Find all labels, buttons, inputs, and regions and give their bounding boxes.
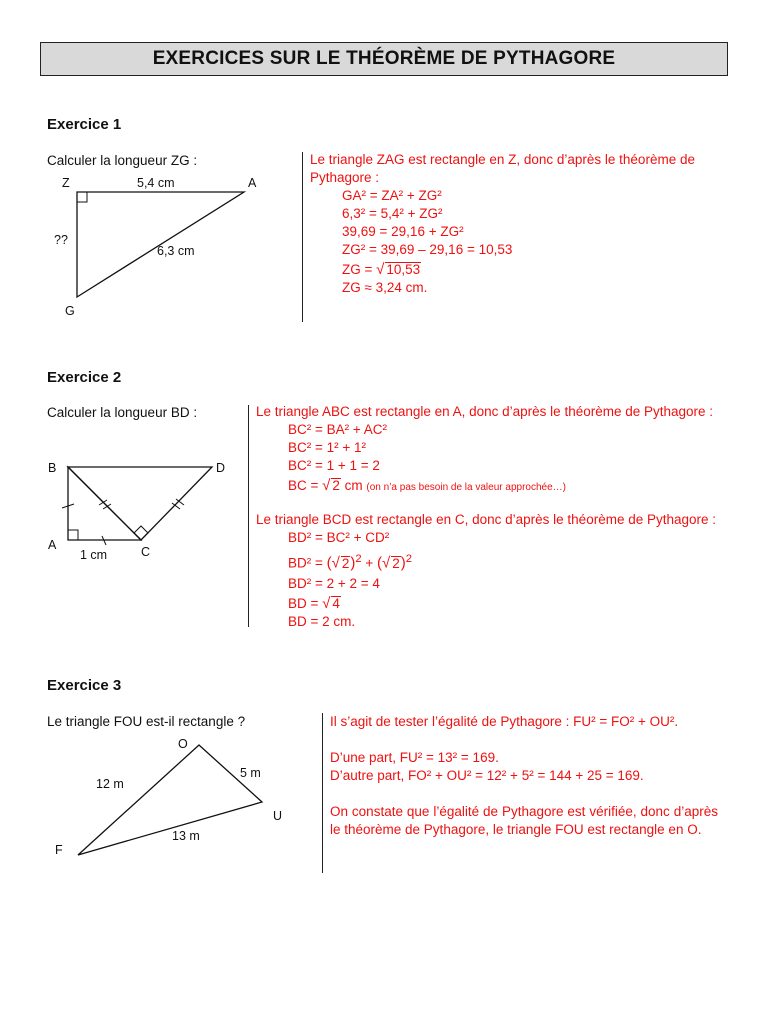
paren-open-icon: (: [326, 554, 332, 572]
paren-close-icon: ): [400, 554, 406, 572]
exercise-3-heading: Exercice 3: [47, 677, 122, 694]
sol1-line5: [310, 261, 695, 279]
sol2-m2: [256, 550, 716, 573]
label-f: F: [55, 843, 63, 857]
label-ac: 1 cm: [80, 548, 108, 562]
triangle-bcd: [68, 467, 212, 540]
label-d: D: [216, 461, 226, 475]
sol2-intro2: Le triangle BCD est rectangle en C, donc d’après le théorème de Pythagore :: [256, 512, 717, 527]
sol2-m4-lhs: BD =: [288, 595, 323, 611]
label-c: C: [141, 545, 151, 559]
sol2-line4-radicand: 2: [332, 478, 340, 493]
sol1-line4: ZG² = 39,69 – 29,16 = 10,53: [342, 242, 513, 257]
label-fu: 13 m: [172, 829, 200, 843]
sol2-m5: BD = 2 cm.: [288, 613, 356, 629]
sol2-line4: [256, 477, 716, 497]
sqrt-icon: √: [331, 554, 340, 572]
sol1-line1: GA² = ZA² + ZG²: [342, 188, 442, 203]
sol1-line6: ZG ≈ 3,24 cm.: [342, 280, 428, 295]
exercise-2-prompt: Calculer la longueur BD :: [47, 405, 198, 420]
sol1-line2: 6,3² = 5,4² + ZG²: [342, 206, 443, 221]
square-icon: 2: [355, 553, 362, 565]
divider-1: [302, 152, 303, 322]
exercise-1-solution: [310, 151, 695, 297]
right-angle-mark-a: [68, 530, 78, 540]
divider-2: [248, 405, 249, 627]
sol2-m1: BD² = BC² + CD²: [288, 530, 390, 545]
exercise-1-heading: Exercice 1: [47, 116, 122, 133]
sol2-line4-note: (on n’a pas besoin de la valeur approchée…): [366, 482, 566, 493]
sqrt-icon: √: [322, 477, 331, 494]
sqrt-icon: √: [322, 594, 331, 612]
square-icon: 2: [405, 553, 413, 565]
label-a: A: [48, 538, 57, 552]
label-a: A: [248, 176, 257, 190]
sol2-m2-lhs: BD² =: [288, 555, 327, 571]
sol1-line3: 39,69 = 29,16 + ZG²: [342, 224, 464, 239]
label-za: 5,4 cm: [137, 176, 175, 190]
sol2-m2-plus: +: [361, 555, 378, 571]
exercise-3-figure: [40, 735, 300, 865]
page-title-text: EXERCICES SUR LE THÉORÈME DE PYTHAGORE: [152, 48, 616, 69]
sol3-p1: Il s’agit de tester l’égalité de Pythagore : FU² = FO² + OU².: [330, 714, 679, 729]
exercise-1-figure: [40, 170, 270, 320]
sol2-line4-lhs: BC =: [288, 478, 323, 493]
label-z: Z: [62, 176, 70, 190]
sol1-intro1: Le triangle ZAG est rectangle en Z, donc d’après le théorème de: [310, 152, 695, 167]
right-angle-mark: [77, 192, 87, 202]
paren-close-icon: ): [350, 554, 356, 572]
page-title: [40, 42, 728, 76]
label-g: G: [65, 304, 75, 318]
exercise-1-prompt: Calculer la longueur ZG :: [47, 153, 198, 168]
sol3-p3: D’autre part, FO² + OU² = 12² + 5² = 144 + 25 = 169.: [330, 768, 644, 783]
sol1-line5-lhs: ZG =: [342, 262, 377, 277]
sol2-m4-radicand: 4: [332, 595, 340, 611]
sol2-line2: BC² = 1² + 1²: [288, 440, 367, 455]
sol2-line4-unit: cm: [340, 478, 363, 493]
sqrt-icon: √: [376, 261, 385, 278]
exercise-2-solution: [256, 403, 716, 631]
sol1-line5-radicand: 10,53: [386, 262, 421, 277]
triangle-abc: [68, 467, 141, 540]
sol2-m4: [256, 595, 716, 613]
exercise-2-figure: [40, 450, 250, 570]
sol2-line3: BC² = 1 + 1 = 2: [288, 458, 380, 473]
label-zg: ??: [54, 233, 68, 247]
label-ag: 6,3 cm: [157, 244, 195, 258]
sol2-m3: BD² = 2 + 2 = 4: [288, 575, 380, 591]
sol1-intro2: Pythagore :: [310, 170, 380, 185]
sol2-m2-radicand-2: 2: [392, 555, 400, 571]
sqrt-icon: √: [382, 554, 391, 572]
exercise-2-heading: Exercice 2: [47, 369, 122, 386]
sol2-line1: BC² = BA² + AC²: [288, 422, 388, 437]
exercise-3-prompt: Le triangle FOU est-il rectangle ?: [47, 714, 246, 729]
sol3-p4: On constate que l’égalité de Pythagore est vérifiée, donc d’après le théorème de Pythagore, le triangle FOU est rectangle en O.: [330, 804, 718, 837]
sol2-intro1: Le triangle ABC est rectangle en A, donc d’après le théorème de Pythagore :: [256, 404, 714, 419]
right-angle-mark-c: [134, 526, 148, 540]
label-u: U: [273, 809, 283, 823]
triangle-fou: [78, 745, 262, 855]
label-b: B: [48, 461, 57, 475]
label-ou: 5 m: [240, 766, 261, 780]
paren-open-icon: (: [377, 554, 383, 572]
sol2-m2-radicand-1: 2: [341, 555, 350, 571]
sol3-p2: D’une part, FU² = 13² = 169.: [330, 750, 499, 765]
divider-3: [322, 713, 323, 873]
label-o: O: [178, 737, 188, 751]
label-fo: 12 m: [96, 777, 124, 791]
exercise-3-solution: [330, 713, 718, 839]
